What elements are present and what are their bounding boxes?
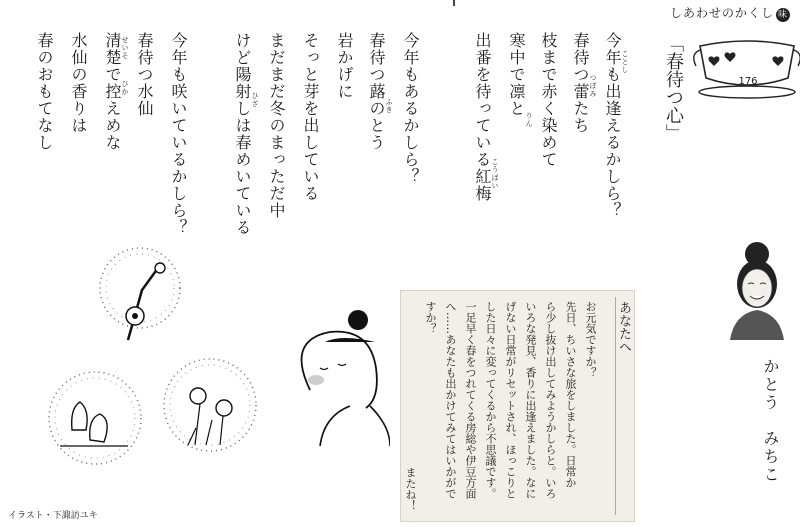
dotted-circle-daffodil	[164, 359, 256, 451]
poem-title: 「春待つ心」	[663, 34, 684, 142]
letter-line: すか？	[424, 301, 437, 334]
ruby: ふき	[385, 98, 393, 114]
poem-line: 春のおもてなし	[35, 32, 54, 151]
letter-line: げない日常がリセットされ、ほっこりと	[504, 301, 517, 499]
teacup-icon	[692, 32, 800, 102]
letter-line: へ……あなたも出かけてみてはいかがで	[444, 301, 457, 499]
series-title	[664, 4, 796, 24]
letter-box	[400, 290, 635, 522]
poem-line: 今年もあるかしら？	[401, 32, 420, 185]
ruby: ことし	[621, 50, 629, 74]
ruby: つぼみ	[589, 74, 597, 98]
series-badge: 味	[777, 10, 788, 20]
poem-line: 春待つ蕗のとう	[367, 32, 386, 151]
ruby: ひか	[121, 80, 129, 96]
letter-line: お元気ですか？	[584, 301, 597, 378]
author-name: かとう みちこ	[761, 358, 780, 484]
series-title-text: しあわせのかくし	[669, 6, 774, 20]
poem-line: 今年も出逢えるかしら？	[603, 32, 622, 219]
letter-line: ら少し抜け出してみようかしらと。いろ	[544, 301, 557, 499]
poem-line: 枝まで赤く染めて	[539, 32, 558, 168]
letter-line: した日々に変ってくるから不思議です。	[484, 301, 497, 499]
letter-closing: またね！	[404, 467, 417, 511]
ruby: ひざ	[251, 92, 259, 108]
letter-heading: あなたへ	[616, 301, 631, 353]
flower-illustration	[20, 240, 390, 510]
author-portrait	[722, 232, 792, 340]
ruby: りん	[525, 112, 533, 128]
poem-line: そっと芽を出している	[301, 32, 320, 202]
letter-line: 一足早く春をつれてくる房総や伊豆方面	[464, 301, 477, 499]
poem-line: 今年も咲いているかしら？	[169, 32, 188, 236]
episode-number: 176	[738, 76, 758, 87]
poem-line: まだまだ冬のまっただ中	[267, 32, 286, 219]
poem-line: けど陽射しは春めいている	[233, 32, 252, 236]
page-edge-mark	[453, 0, 455, 6]
divider	[615, 297, 616, 515]
poem-line: 春待つ蕾たち	[571, 32, 590, 134]
poem-line: 春待つ水仙	[135, 32, 154, 117]
illustration-credit: イラスト・下諏訪ユキ	[8, 511, 98, 521]
ruby: こうばい	[491, 158, 499, 190]
poem-line: 寒中で凛と	[507, 32, 526, 117]
poem-line: 水仙の香りは	[69, 32, 88, 134]
ruby: せいそ	[121, 36, 129, 60]
poem-line: 清楚で控えめな	[103, 32, 122, 151]
poem-line: 岩かげに	[335, 32, 354, 100]
poem-line: 出番を待っている紅梅	[473, 32, 492, 202]
letter-line: いろな発見、香りに出逢えました。なに	[524, 301, 537, 499]
letter-line: 先日、ちいさな旅をしました。日常か	[564, 301, 577, 488]
